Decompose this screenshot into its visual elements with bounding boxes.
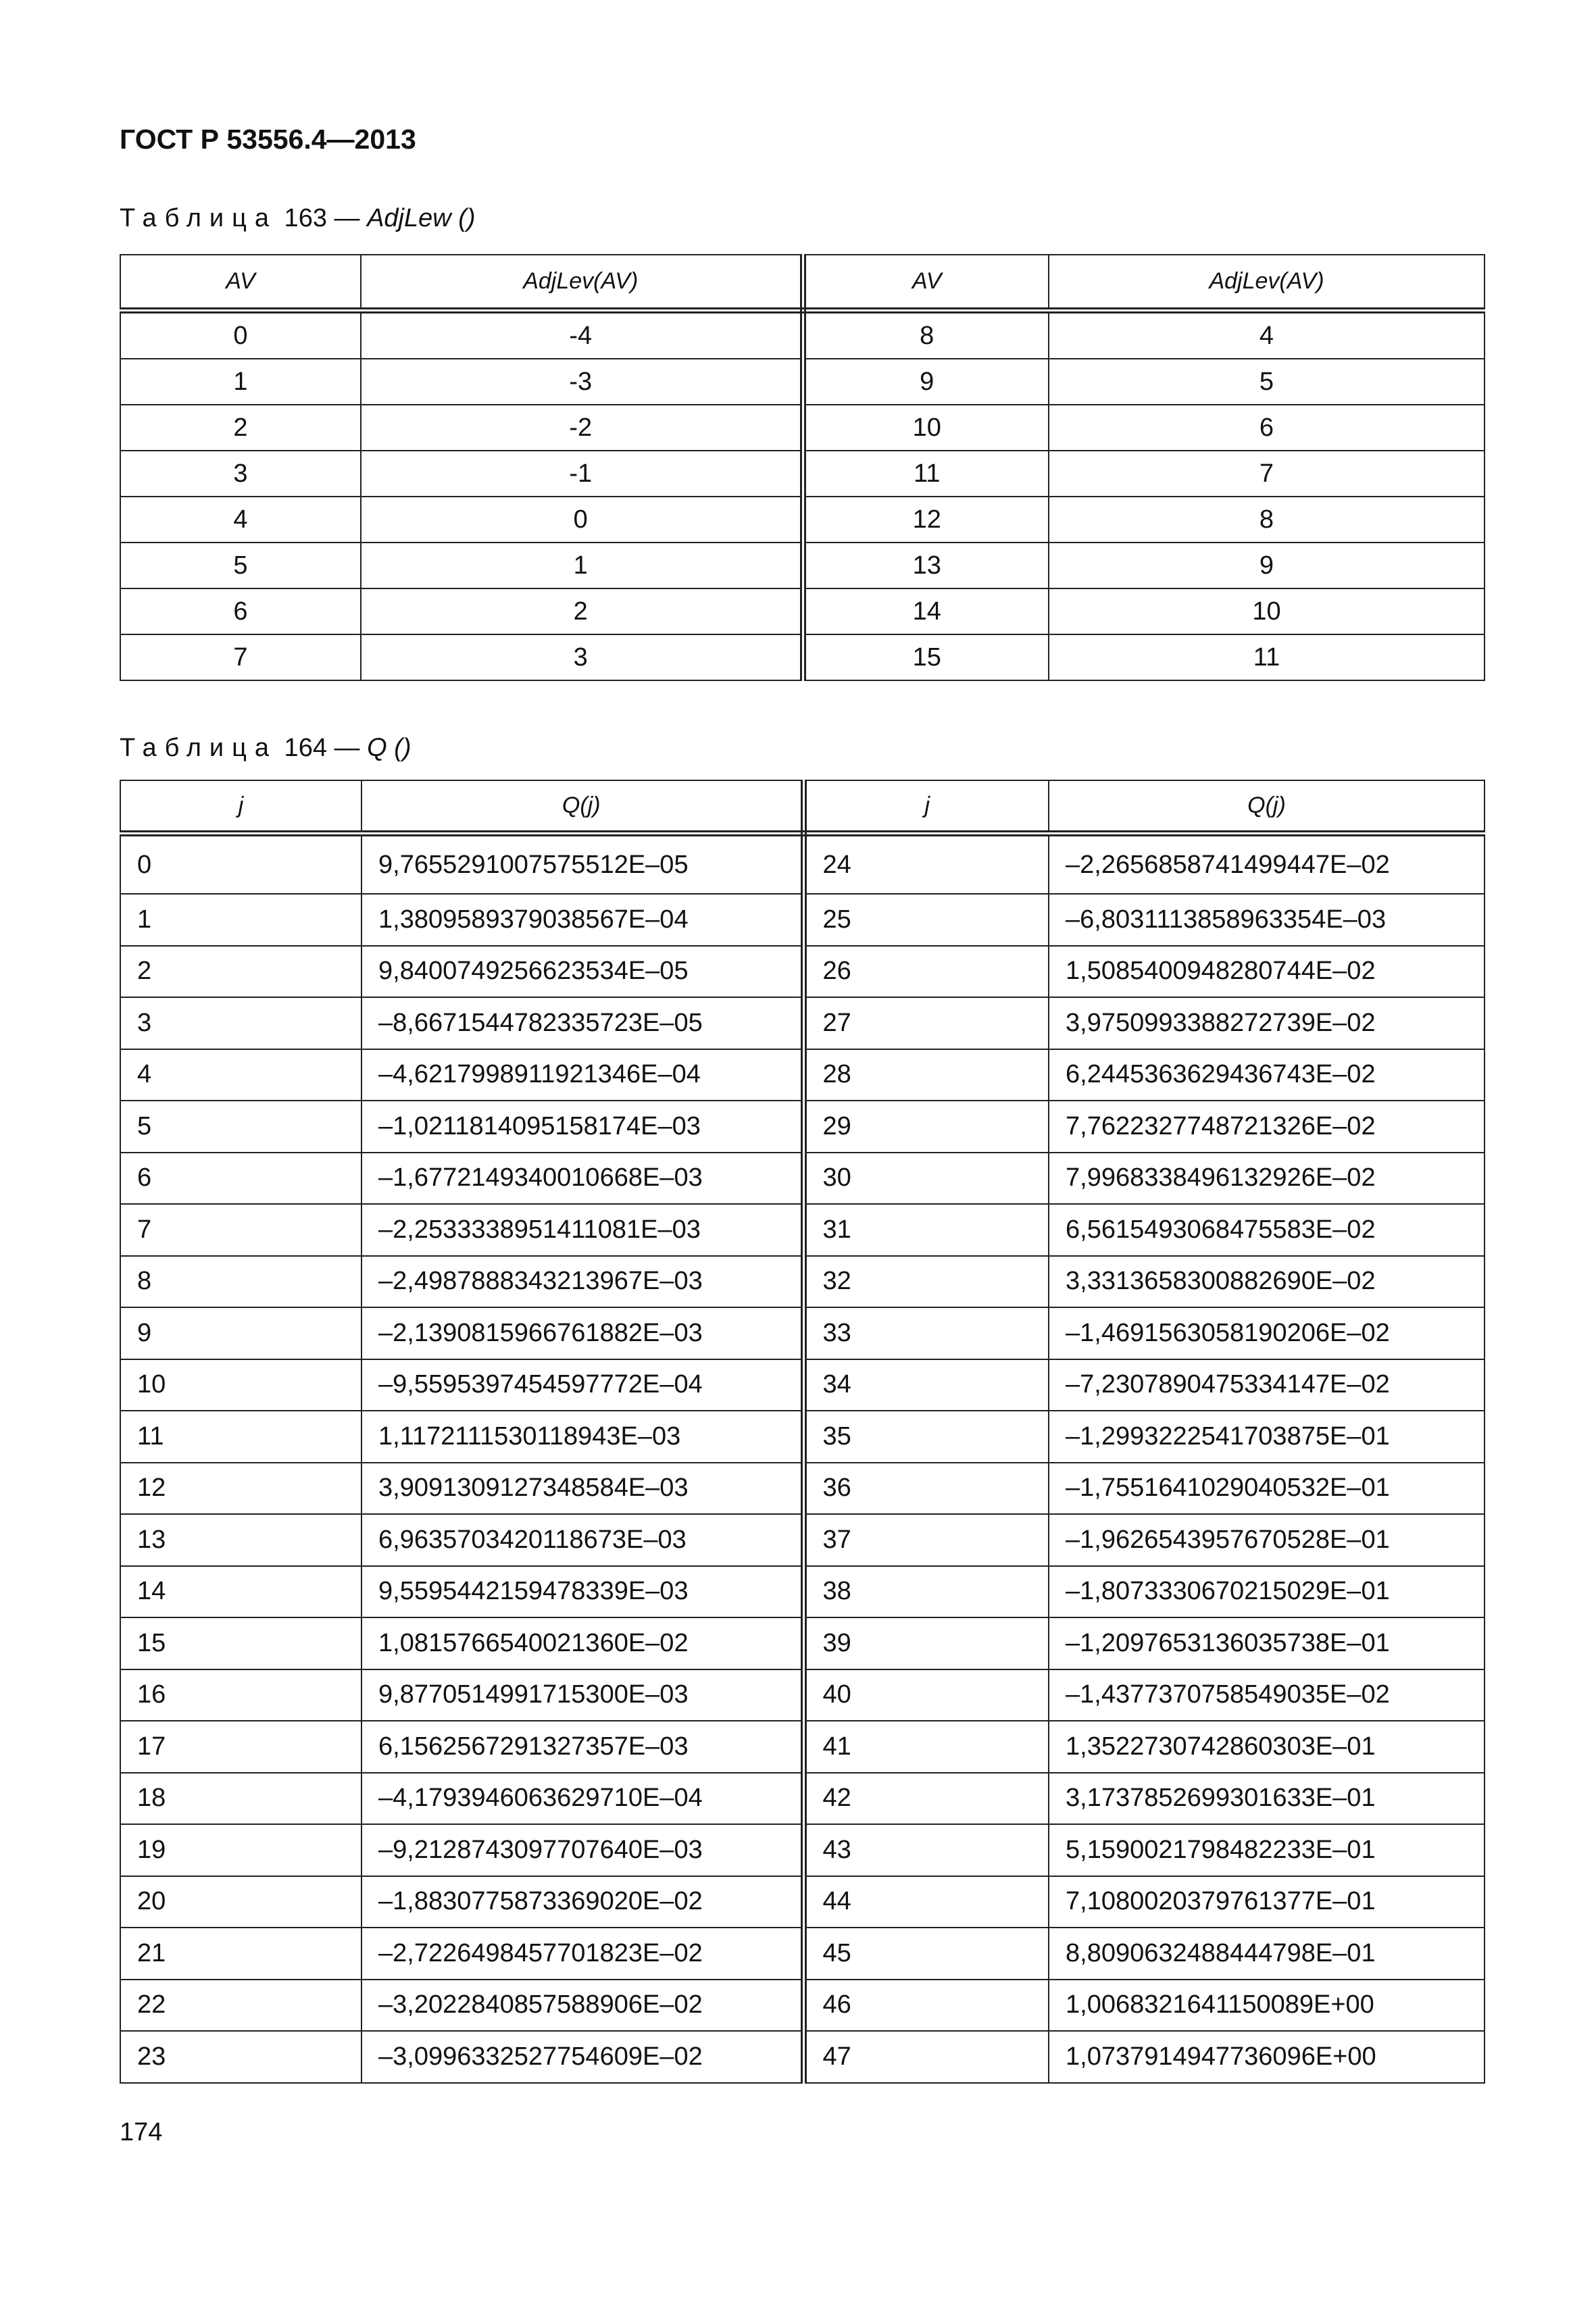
caption-label: Таблица [120, 204, 277, 232]
table-row [120, 311, 1485, 359]
table-cell: 10 [803, 405, 1049, 451]
table-cell: 6 [120, 588, 361, 634]
table-cell: 9,7655291007575512E–05 [361, 834, 803, 895]
table-row [120, 1411, 1485, 1463]
caption-number: 163 — [277, 204, 368, 232]
table-cell: –1,2097653136035738E–01 [1049, 1617, 1485, 1669]
table-cell: 13 [120, 1514, 361, 1566]
table-row [120, 451, 1485, 497]
header-cell: AdjLev(AV) [1049, 255, 1485, 311]
table-cell: 3,1737852699301633E–01 [1049, 1773, 1485, 1825]
table-cell: 41 [803, 1721, 1049, 1773]
table-row [120, 1566, 1485, 1618]
table-cell: 31 [803, 1204, 1049, 1256]
table-cell: 1 [120, 359, 361, 405]
table-row [120, 2031, 1485, 2083]
header-cell: AV [803, 255, 1049, 311]
table-cell: 1,3809589379038567E–04 [361, 894, 803, 946]
header-cell: Q(j) [361, 780, 803, 834]
table-cell: 30 [803, 1153, 1049, 1205]
table-cell: 6 [120, 1153, 361, 1205]
table-cell: 23 [120, 2031, 361, 2083]
table-cell: –9,5595397454597772E–04 [361, 1359, 803, 1411]
table-cell: 42 [803, 1773, 1049, 1825]
table-cell: 1,0815766540021360E–02 [361, 1617, 803, 1669]
table-row [120, 1773, 1485, 1825]
table-cell: 7,7622327748721326E–02 [1049, 1101, 1485, 1153]
table-cell: 9 [1049, 543, 1485, 588]
table-row [120, 405, 1485, 451]
table-row [120, 1824, 1485, 1876]
table-cell: 3,3313658300882690E–02 [1049, 1256, 1485, 1308]
table-cell: –1,2993222541703875E–01 [1049, 1411, 1485, 1463]
table-row [120, 1153, 1485, 1205]
table-cell: 7 [1049, 451, 1485, 497]
table-cell: 8 [803, 311, 1049, 359]
table-cell: –1,8073330670215029E–01 [1049, 1566, 1485, 1618]
table-164-caption [120, 734, 412, 763]
table-cell: 3 [361, 634, 803, 680]
table-cell: 10 [120, 1359, 361, 1411]
table-cell: 1,0737914947736096E+00 [1049, 2031, 1485, 2083]
table-cell: 37 [803, 1514, 1049, 1566]
table-cell: –4,1793946063629710E–04 [361, 1773, 803, 1825]
table-cell: 43 [803, 1824, 1049, 1876]
table-cell: -3 [361, 359, 803, 405]
table-cell: 3 [120, 451, 361, 497]
table-cell: 7 [120, 1204, 361, 1256]
table-cell: 8,8090632488444798E–01 [1049, 1928, 1485, 1980]
table-cell: 15 [120, 1617, 361, 1669]
table-cell: 39 [803, 1617, 1049, 1669]
table-row [120, 946, 1485, 998]
table-row [120, 1463, 1485, 1515]
table-cell: 17 [120, 1721, 361, 1773]
table-cell: -1 [361, 451, 803, 497]
table-cell: –2,2656858741499447E–02 [1049, 834, 1485, 895]
table-cell: –1,9626543957670528E–01 [1049, 1514, 1485, 1566]
table-cell: 27 [803, 997, 1049, 1049]
table-cell: 44 [803, 1876, 1049, 1928]
table-cell: 8 [120, 1256, 361, 1308]
table-cell: 34 [803, 1359, 1049, 1411]
table-cell: –4,6217998911921346E–04 [361, 1049, 803, 1101]
table-cell: 1,3522730742860303E–01 [1049, 1721, 1485, 1773]
table-cell: 2 [120, 405, 361, 451]
table-cell: 11 [803, 451, 1049, 497]
table-row [120, 1307, 1485, 1359]
table-cell: -4 [361, 311, 803, 359]
table-header-row [120, 780, 1485, 834]
table-row [120, 1876, 1485, 1928]
table-cell: 25 [803, 894, 1049, 946]
table-cell: 9 [120, 1307, 361, 1359]
table-cell: 5 [120, 1101, 361, 1153]
table-cell: 9 [803, 359, 1049, 405]
table-cell: 10 [1049, 588, 1485, 634]
table-row [120, 894, 1485, 946]
table-row [120, 1928, 1485, 1980]
table-cell: –2,7226498457701823E–02 [361, 1928, 803, 1980]
table-cell: 47 [803, 2031, 1049, 2083]
table-cell: –3,2022840857588906E–02 [361, 1980, 803, 2032]
table-cell: 5,1590021798482233E–01 [1049, 1824, 1485, 1876]
table-cell: 12 [803, 497, 1049, 543]
table-cell: 0 [120, 311, 361, 359]
table-row [120, 1359, 1485, 1411]
page-number: 174 [120, 2118, 163, 2146]
table-cell: 3,9091309127348584E–03 [361, 1463, 803, 1515]
caption-number: 164 — [277, 734, 368, 762]
table-cell: 1 [120, 894, 361, 946]
document-title: ГОСТ Р 53556.4—2013 [120, 124, 416, 155]
table-row [120, 1049, 1485, 1101]
table-cell: 8 [1049, 497, 1485, 543]
table-163 [120, 254, 1485, 681]
table-row [120, 1204, 1485, 1256]
table-cell: –1,0211814095158174E–03 [361, 1101, 803, 1153]
table-cell: –1,7551641029040532E–01 [1049, 1463, 1485, 1515]
table-cell: –6,8031113858963354E–03 [1049, 894, 1485, 946]
table-cell: 26 [803, 946, 1049, 998]
table-cell: –2,2533338951411081E–03 [361, 1204, 803, 1256]
table-row [120, 588, 1485, 634]
table-cell: 12 [120, 1463, 361, 1515]
table-row [120, 359, 1485, 405]
table-cell: 9,8770514991715300E–03 [361, 1669, 803, 1721]
table-row [120, 1721, 1485, 1773]
table-cell: 28 [803, 1049, 1049, 1101]
table-cell: 29 [803, 1101, 1049, 1153]
table-cell: –2,1390815966761882E–03 [361, 1307, 803, 1359]
table-cell: 0 [120, 834, 361, 895]
header-cell: Q(j) [1049, 780, 1485, 834]
table-163-caption [120, 204, 476, 233]
table-cell: 18 [120, 1773, 361, 1825]
table-row [120, 1980, 1485, 2032]
table-cell: 7,9968338496132926E–02 [1049, 1153, 1485, 1205]
caption-name: AdjLew () [367, 204, 476, 232]
table-row [120, 1256, 1485, 1308]
table-cell: –3,0996332527754609E–02 [361, 2031, 803, 2083]
table-cell: 2 [361, 588, 803, 634]
table-row [120, 497, 1485, 543]
table-cell: 22 [120, 1980, 361, 2032]
table-row [120, 1101, 1485, 1153]
table-cell: 32 [803, 1256, 1049, 1308]
table-cell: 16 [120, 1669, 361, 1721]
table-cell: –2,4987888343213967E–03 [361, 1256, 803, 1308]
table-cell: 3 [120, 997, 361, 1049]
table-cell: 11 [120, 1411, 361, 1463]
table-cell: 0 [361, 497, 803, 543]
table-cell: 46 [803, 1980, 1049, 2032]
table-cell: 1,0068321641150089E+00 [1049, 1980, 1485, 2032]
table-cell: 6 [1049, 405, 1485, 451]
table-cell: 38 [803, 1566, 1049, 1618]
table-cell: 15 [803, 634, 1049, 680]
caption-label: Таблица [120, 734, 277, 762]
table-row [120, 834, 1485, 895]
table-cell: 7 [120, 634, 361, 680]
table-cell: 7,1080020379761377E–01 [1049, 1876, 1485, 1928]
table-cell: 11 [1049, 634, 1485, 680]
table-cell: 33 [803, 1307, 1049, 1359]
caption-name: Q () [367, 734, 412, 762]
table-cell: 2 [120, 946, 361, 998]
header-cell: j [120, 780, 361, 834]
table-164 [120, 780, 1485, 2084]
table-cell: 24 [803, 834, 1049, 895]
table-row [120, 1617, 1485, 1669]
table-cell: –1,4691563058190206E–02 [1049, 1307, 1485, 1359]
table-cell: 5 [1049, 359, 1485, 405]
table-cell: 1,1172111530118943E–03 [361, 1411, 803, 1463]
table-cell: 14 [803, 588, 1049, 634]
header-cell: AdjLev(AV) [361, 255, 803, 311]
table-cell: –1,8830775873369020E–02 [361, 1876, 803, 1928]
table-cell: -2 [361, 405, 803, 451]
table-cell: 6,5615493068475583E–02 [1049, 1204, 1485, 1256]
table-cell: 4 [120, 1049, 361, 1101]
table-cell: 5 [120, 543, 361, 588]
header-cell: j [803, 780, 1049, 834]
table-cell: 1,5085400948280744E–02 [1049, 946, 1485, 998]
table-cell: –1,4377370758549035E–02 [1049, 1669, 1485, 1721]
table-cell: 4 [1049, 311, 1485, 359]
table-cell: –8,6671544782335723E–05 [361, 997, 803, 1049]
table-header-row [120, 255, 1485, 311]
table-row [120, 634, 1485, 680]
table-cell: 21 [120, 1928, 361, 1980]
table-cell: –7,2307890475334147E–02 [1049, 1359, 1485, 1411]
table-cell: 6,2445363629436743E–02 [1049, 1049, 1485, 1101]
table-cell: 9,5595442159478339E–03 [361, 1566, 803, 1618]
table-row [120, 543, 1485, 588]
table-row [120, 1514, 1485, 1566]
table-cell: –9,2128743097707640E–03 [361, 1824, 803, 1876]
table-cell: 13 [803, 543, 1049, 588]
table-cell: 3,9750993388272739E–02 [1049, 997, 1485, 1049]
table-cell: 1 [361, 543, 803, 588]
table-cell: –1,6772149340010668E–03 [361, 1153, 803, 1205]
table-cell: 6,9635703420118673E–03 [361, 1514, 803, 1566]
table-cell: 35 [803, 1411, 1049, 1463]
table-cell: 4 [120, 497, 361, 543]
table-cell: 14 [120, 1566, 361, 1618]
table-cell: 36 [803, 1463, 1049, 1515]
table-cell: 45 [803, 1928, 1049, 1980]
table-cell: 9,8400749256623534E–05 [361, 946, 803, 998]
table-row [120, 997, 1485, 1049]
table-cell: 19 [120, 1824, 361, 1876]
table-cell: 6,1562567291327357E–03 [361, 1721, 803, 1773]
table-row [120, 1669, 1485, 1721]
header-cell: AV [120, 255, 361, 311]
table-cell: 40 [803, 1669, 1049, 1721]
table-cell: 20 [120, 1876, 361, 1928]
